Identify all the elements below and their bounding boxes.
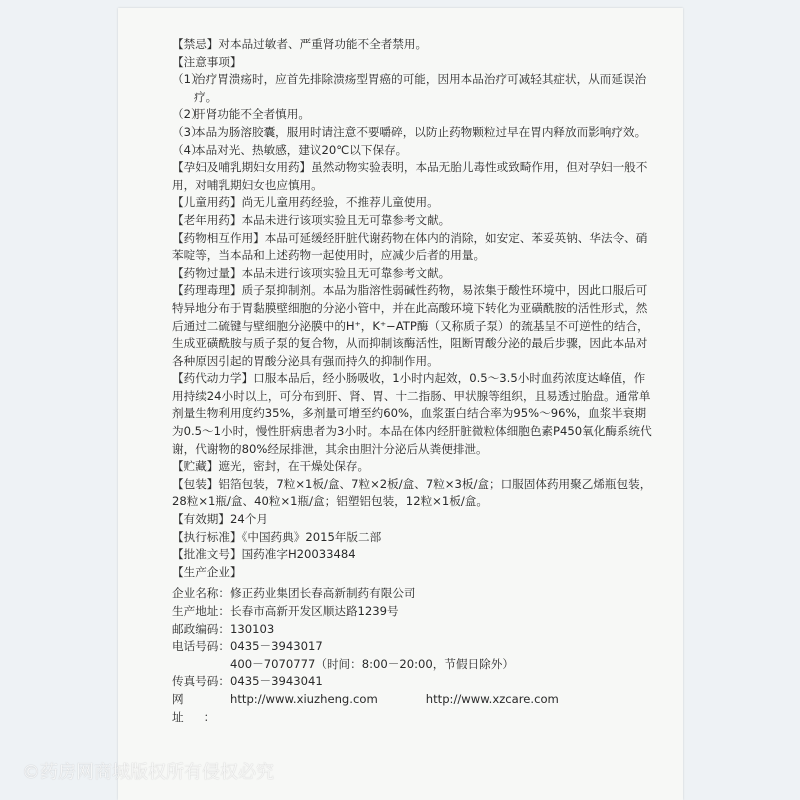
website-link[interactable]: http://www.xiuzheng.com [230,691,378,706]
fax-row [172,673,652,691]
postcode: 130103 [230,621,275,636]
contraindications: 【禁忌】对本品过敏者、严重肾功能不全者禁用。 [172,37,428,51]
precautions-heading: 【注意事项】 [172,54,242,69]
standard-section: 【执行标准】《中国药典》2015年版二部 [172,529,382,544]
website-label: 网址： [172,691,236,724]
interactions-section: 【药物相互作用】本品可延缓经肝脏代谢药物在体内的消除，如安定、苯妥英钠、华法令、硝苯啶等，当本品和上述药物一起使用时，应减少后者的用量。 [172,230,648,263]
phone-label: 电话号码： [172,639,230,654]
overdose-section: 【药物过量】本品未进行该项实验且无可靠参考文献。 [172,265,451,280]
leaflet-text [172,36,652,726]
precaution-number: （2） [172,107,203,122]
approval-section: 【批准文号】国药准字H20033484 [172,547,356,562]
copyright-watermark: ©药房网商城版权所有侵权必究 [22,762,274,783]
pharmacology-section: 【药理毒理】质子泵抑制剂。本品为脂溶性弱碱性药物，易浓集于酸性环境中，因此口服后可特异地分布于胃黏膜壁细胞的分泌小管中，并在此高酸环境下转化为亚磺酰胺的活性形式，然后通过二硫键与壁细胞分泌膜中的H⁺，K⁺−ATP酶（又称质子泵）的巯基呈不可逆性的结合，生成亚磺酰胺与质子泵的复合物，从而抑制该酶活性，阻断胃酸分泌的最后步骤，因此本品对各种原因引起的胃酸分泌具有强而持久的抑制作用。 [172,283,649,368]
precaution-item [172,71,652,106]
company-name: 修正药业集团长春高新制药有限公司 [230,586,416,601]
manufacturer-heading: 【生产企业】 [172,564,242,579]
precaution-text: 肝肾功能不全者慎用。 [194,107,310,122]
company-name-label: 企业名称： [172,586,230,601]
address-row [172,603,652,621]
postcode-label: 邮政编码： [172,621,230,636]
pediatric-section: 【儿童用药】尚无儿童用药经验，不推荐儿童使用。 [172,195,439,210]
precaution-text: 本品为肠溶胶囊，服用时请注意不要嚼碎，以防止药物颗粒过早在胃内释放而影响疗效。 [194,124,647,139]
hotline-number: 400－7070777（时间：8:00－20:00，节假日除外） [230,656,514,671]
precaution-text: 本品对光、热敏感，建议20℃以下保存。 [194,142,408,157]
precaution-number: （3） [172,124,203,139]
phone-number: 0435－3943017 [230,639,323,654]
storage-section: 【贮藏】遮光，密封，在干燥处保存。 [172,459,370,474]
precaution-item [172,142,652,160]
manufacturer-details [172,585,652,726]
precaution-number: （1） [172,72,203,87]
phone-row [172,638,652,656]
precaution-number: （4） [172,142,203,157]
address: 长春市高新开发区顺达路1239号 [230,604,399,618]
fax-label: 传真号码： [172,674,230,689]
pregnancy-section: 【孕妇及哺乳期妇女用药】虽然动物实验表明，本品无胎儿毒性或致畸作用，但对孕妇一般不用，对哺乳期妇女也应慎用。 [172,160,648,192]
geriatric-section: 【老年用药】本品未进行该项实验且无可靠参考文献。 [172,212,451,227]
packaging-section: 【包装】铝箔包装，7粒×1板/盒、7粒×2板/盒、7粒×3板/盒；口服固体药用聚乙烯瓶包装，28粒×1瓶/盒、40粒×1瓶/盒；铝塑铝包装，12粒×1板/盒。 [172,476,652,509]
company-name-row [172,585,652,603]
precaution-item [172,124,652,142]
precaution-text: 治疗胃溃疡时，应首先排除溃疡型胃癌的可能，因用本品治疗可减轻其症状，从而延误治疗。 [194,72,647,104]
validity-section: 【有效期】24个月 [172,512,268,527]
fax-number: 0435－3943041 [230,674,323,689]
postcode-row [172,621,652,639]
website-link[interactable]: http://www.xzcare.com [425,691,559,706]
pharmacokinetics-section: 【药代动力学】口服本品后，经小肠吸收，1小时内起效，0.5～3.5小时血药浓度达峰值，作用持续24小时以上，可分布到肝、肾、胃、十二指肠、甲状腺等组织，且易透过胎盘。通常单剂量生物利用度约35%，多剂量可增至约60%，血浆蛋白结合率为95%～96%，血浆半衰期为0.5～1小时，慢性肝病患者为3小时。本品在体内经肝脏微粒体细胞色素P450氧化酶系统代谢，代谢物的80%经尿排泄，其余由胆汁分泌后从粪便排泄。 [172,371,652,456]
address-label: 生产地址： [172,604,230,618]
hotline-row [172,656,652,674]
website-row [172,691,652,726]
precaution-item [172,106,652,124]
